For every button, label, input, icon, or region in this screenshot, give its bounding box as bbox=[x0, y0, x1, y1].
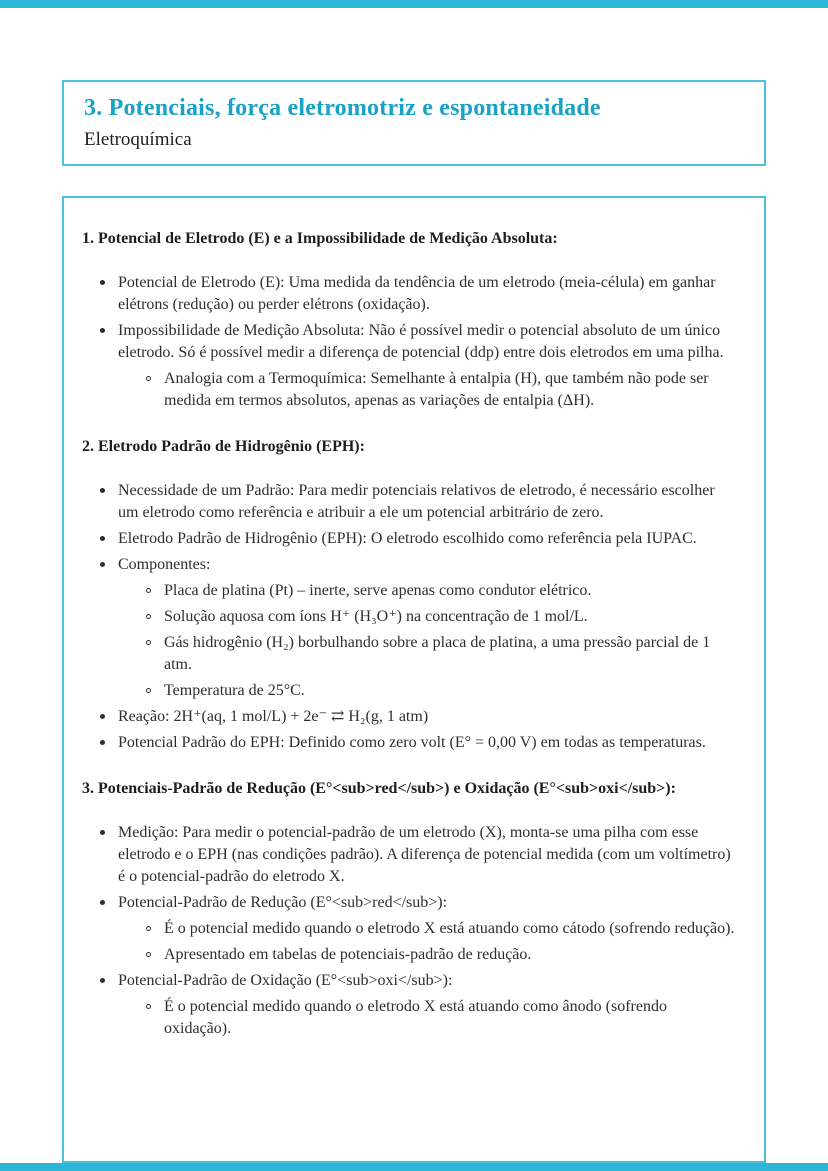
bullet-dot-icon bbox=[100, 328, 105, 333]
sub-bullet-item bbox=[140, 368, 738, 412]
page-title: 3. Potenciais, força eletromotriz e espontaneidade bbox=[84, 95, 601, 121]
bullet-dot-icon bbox=[100, 978, 105, 983]
bullet-dot-icon bbox=[100, 714, 105, 719]
bullet-dot-icon bbox=[100, 488, 105, 493]
sub-bullet-text: Gás hidrogênio (H₂) borbulhando sobre a placa de platina, a uma pressão parcial de 1 atm. bbox=[164, 634, 711, 673]
bullet-circle-icon bbox=[146, 952, 151, 957]
section-2-list bbox=[94, 480, 738, 754]
bullet-text: Potencial-Padrão de Oxidação (E°<sub>oxi</sub>): bbox=[118, 972, 453, 989]
bullet-dot-icon bbox=[100, 830, 105, 835]
sub-bullet-text: Solução aquosa com íons H⁺ (H₃O⁺) na concentração de 1 mol/L. bbox=[164, 608, 588, 625]
sub-bullet-item bbox=[140, 632, 738, 676]
sub-bullet-text: Temperatura de 25°C. bbox=[164, 682, 305, 699]
bullet-text: Impossibilidade de Medição Absoluta: Não é possível medir o potencial absoluto de um único eletrodo. Só é possível medir a diferença de potencial (ddp) entre dois eletrodos em uma pilha. bbox=[118, 322, 724, 361]
section-2-heading: 2. Eletrodo Padrão de Hidrogênio (EPH): bbox=[82, 438, 365, 455]
bullet-item bbox=[94, 528, 738, 550]
bullet-dot-icon bbox=[100, 740, 105, 745]
bullet-item bbox=[94, 480, 738, 524]
sub-bullet-item bbox=[140, 918, 738, 940]
sub-bullet-text: É o potencial medido quando o eletrodo X está atuando como cátodo (sofrendo redução). bbox=[164, 920, 735, 937]
sub-bullet-text: Placa de platina (Pt) – inerte, serve apenas como condutor elétrico. bbox=[164, 582, 592, 599]
sub-bullet-item bbox=[140, 580, 738, 602]
bullet-circle-icon bbox=[146, 688, 151, 693]
sub-bullet-text: Analogia com a Termoquímica: Semelhante à entalpia (H), que também não pode ser medida em termos absolutos, apenas as variações de entalpia (ΔH). bbox=[164, 370, 709, 409]
section-1-list bbox=[94, 272, 738, 412]
bullet-item bbox=[94, 822, 738, 888]
bullet-dot-icon bbox=[100, 280, 105, 285]
bullet-text: Necessidade de um Padrão: Para medir potenciais relativos de eletrodo, é necessário escolher um eletrodo como referência e atribuir a ele um potencial arbitrário de zero. bbox=[118, 482, 715, 521]
section-3-heading: 3. Potenciais-Padrão de Redução (E°<sub>red</sub>) e Oxidação (E°<sub>oxi</sub>): bbox=[82, 780, 676, 797]
bullet-item bbox=[94, 272, 738, 316]
section-1 bbox=[82, 228, 738, 412]
sub-bullet-list bbox=[140, 918, 738, 966]
bullet-item bbox=[94, 892, 738, 966]
sub-bullet-item bbox=[140, 606, 738, 628]
bullet-item bbox=[94, 554, 738, 702]
bullet-item bbox=[94, 732, 738, 754]
page-subtitle: Eletroquímica bbox=[84, 129, 192, 150]
bullet-text: Componentes: bbox=[118, 556, 211, 573]
bullet-circle-icon bbox=[146, 926, 151, 931]
bullet-circle-icon bbox=[146, 640, 151, 645]
section-2 bbox=[82, 436, 738, 754]
sub-bullet-list bbox=[140, 996, 738, 1040]
bullet-circle-icon bbox=[146, 614, 151, 619]
section-3 bbox=[82, 778, 738, 1040]
sub-bullet-item bbox=[140, 944, 738, 966]
bullet-circle-icon bbox=[146, 588, 151, 593]
sub-bullet-item bbox=[140, 996, 738, 1040]
bottom-accent-bar bbox=[0, 1163, 828, 1171]
section-1-heading: 1. Potencial de Eletrodo (E) e a Impossibilidade de Medição Absoluta: bbox=[82, 230, 558, 247]
bullet-circle-icon bbox=[146, 376, 151, 381]
bullet-text: Medição: Para medir o potencial-padrão de um eletrodo (X), monta-se uma pilha com esse eletrodo e o EPH (nas condições padrão). A diferença de potencial medida (com um voltímetro) é o potencial-padrão do eletrodo X. bbox=[118, 824, 731, 885]
bullet-circle-icon bbox=[146, 1004, 151, 1009]
bullet-item bbox=[94, 706, 738, 728]
bullet-item bbox=[94, 970, 738, 1040]
bullet-dot-icon bbox=[100, 562, 105, 567]
bullet-text: Potencial-Padrão de Redução (E°<sub>red</sub>): bbox=[118, 894, 448, 911]
title-box bbox=[62, 80, 766, 166]
sub-bullet-item bbox=[140, 680, 738, 702]
sub-bullet-list bbox=[140, 580, 738, 702]
bullet-text: Potencial de Eletrodo (E): Uma medida da tendência de um eletrodo (meia-célula) em ganhar elétrons (redução) ou perder elétrons (oxidação). bbox=[118, 274, 716, 313]
bullet-dot-icon bbox=[100, 536, 105, 541]
bullet-text: Reação: 2H⁺(aq, 1 mol/L) + 2e⁻ ⇄ H₂(g, 1 atm) bbox=[118, 708, 429, 725]
bullet-text: Eletrodo Padrão de Hidrogênio (EPH): O eletrodo escolhido como referência pela IUPAC. bbox=[118, 530, 697, 547]
bullet-text: Potencial Padrão do EPH: Definido como zero volt (E° = 0,00 V) em todas as temperaturas. bbox=[118, 734, 706, 751]
sub-bullet-text: É o potencial medido quando o eletrodo X está atuando como ânodo (sofrendo oxidação). bbox=[164, 998, 667, 1037]
content-box bbox=[62, 196, 766, 1163]
section-3-list bbox=[94, 822, 738, 1040]
bullet-item bbox=[94, 320, 738, 412]
bullet-dot-icon bbox=[100, 900, 105, 905]
top-accent-bar bbox=[0, 0, 828, 8]
sub-bullet-text: Apresentado em tabelas de potenciais-padrão de redução. bbox=[164, 946, 532, 963]
sub-bullet-list bbox=[140, 368, 738, 412]
